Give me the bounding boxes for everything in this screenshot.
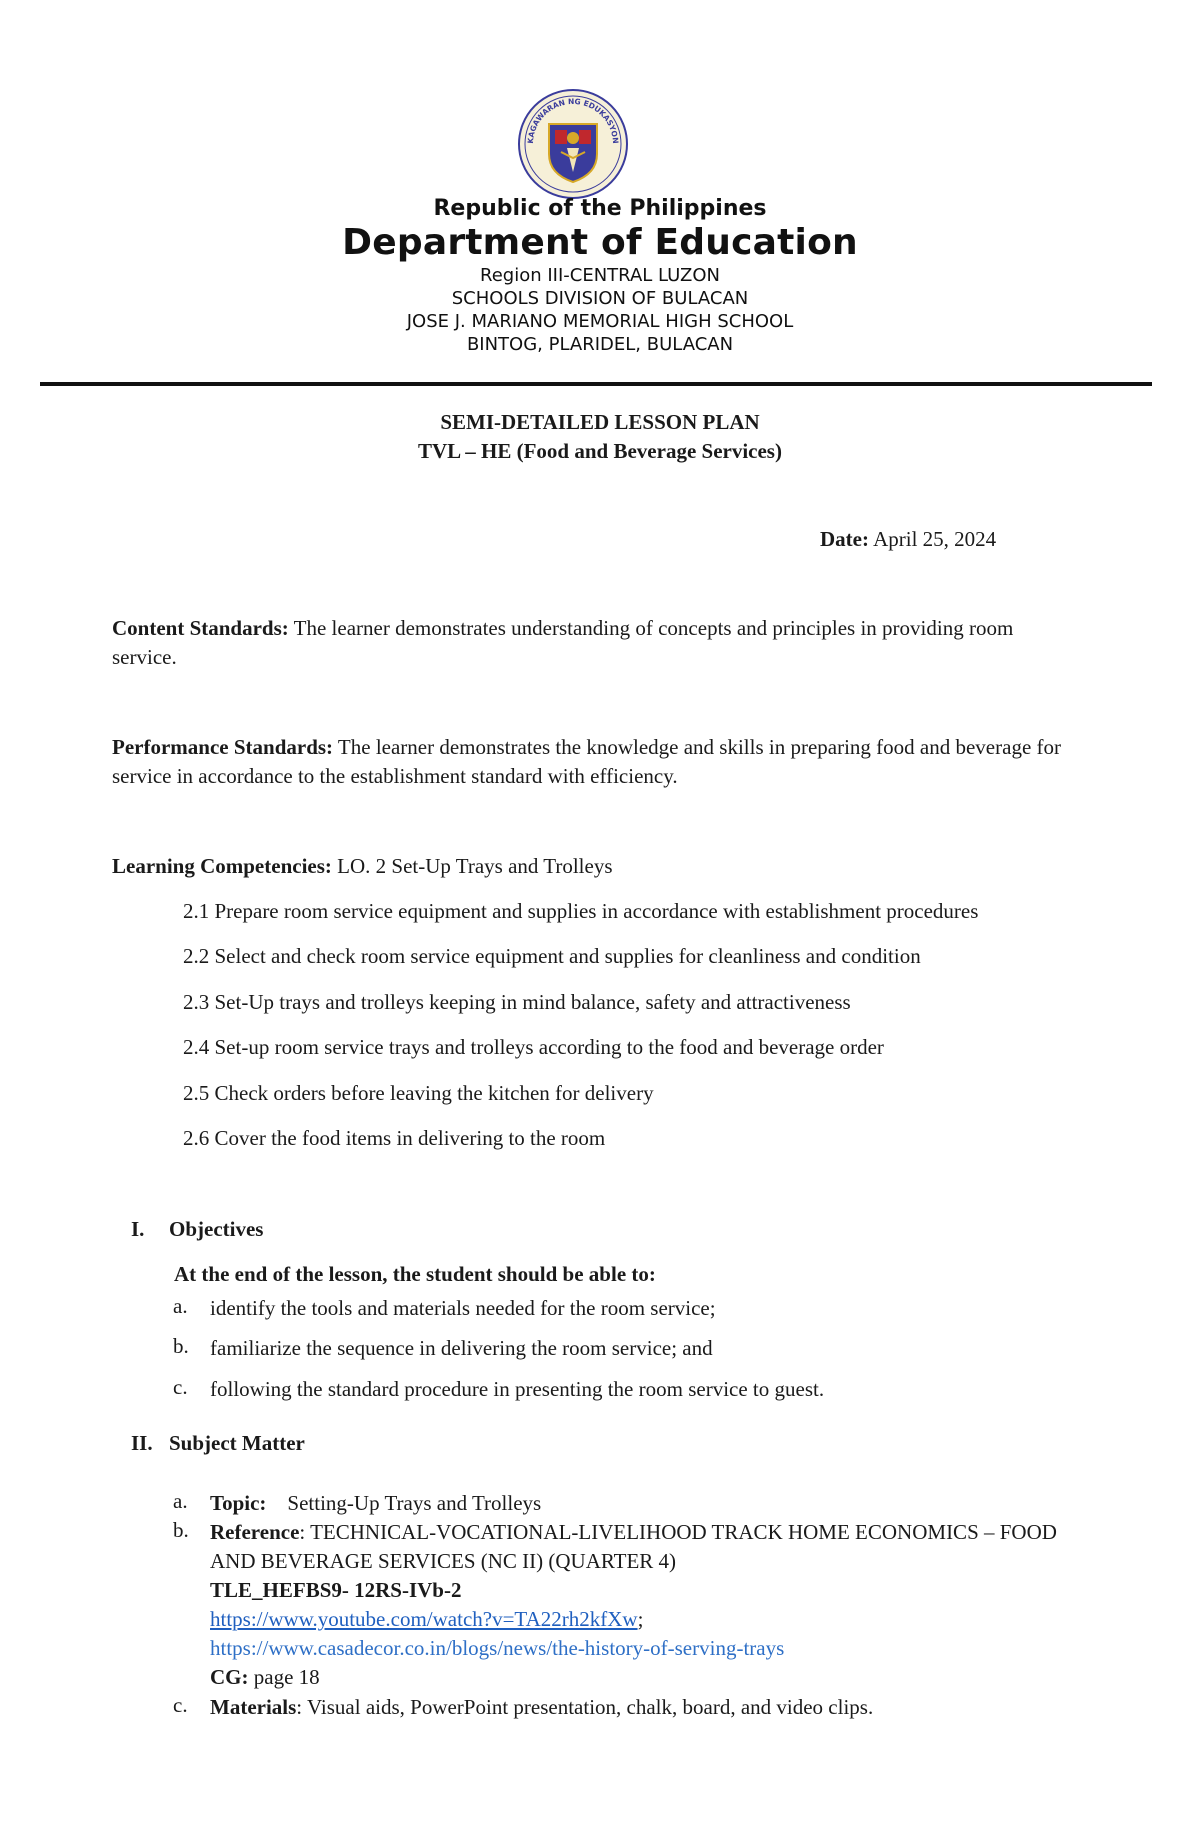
objectives-intro: At the end of the lesson, the student should be able to: (174, 1262, 656, 1286)
youtube-link[interactable]: https://www.youtube.com/watch?v=TA22rh2kfXw (210, 1607, 638, 1631)
subject-matter-number: II. (131, 1431, 153, 1455)
deped-seal-logo (517, 88, 629, 200)
casadecor-link[interactable]: https://www.casadecor.co.in/blogs/news/the-history-of-serving-trays (210, 1636, 785, 1660)
seal-text: KAGAWARAN NG EDUKASYON (525, 96, 621, 144)
cg-line (210, 1663, 1090, 1692)
materials-line (210, 1693, 1110, 1722)
reference-letter: b. (173, 1518, 189, 1542)
objective-item: identify the tools and materials needed for the room service; (210, 1296, 716, 1320)
learning-competencies-label: Learning Competencies: (112, 854, 332, 878)
reference-link2-line (210, 1634, 1090, 1663)
competency-item: 2.5 Check orders before leaving the kitchen for delivery (183, 1081, 654, 1105)
school-line: JOSE J. MARIANO MEMORIAL HIGH SCHOOL (406, 311, 794, 332)
topic-line (210, 1489, 1110, 1518)
cg-label: CG: (210, 1665, 249, 1689)
performance-standards-text: The learner demonstrates the knowledge and skills in preparing food and beverage for service in accordance to the establishment standard with efficiency. (112, 735, 1061, 788)
competency-item: 2.2 Select and check room service equipment and supplies for cleanliness and condition (183, 944, 921, 968)
objective-letter: a. (173, 1294, 188, 1318)
address-line: BINTOG, PLARIDEL, BULACAN (466, 334, 734, 355)
lesson-plan-title: SEMI-DETAILED LESSON PLAN (440, 410, 760, 434)
subject-matter-heading: Subject Matter (169, 1431, 305, 1455)
content-standards (112, 614, 1082, 672)
topic-letter: a. (173, 1489, 188, 1513)
competency-item: 2.3 Set-Up trays and trolleys keeping in mind balance, safety and attractiveness (183, 990, 851, 1014)
learning-competencies (112, 852, 1082, 881)
date-value: April 25, 2024 (873, 527, 997, 551)
cg-text: page 18 (253, 1665, 320, 1689)
performance-standards-label: Performance Standards: (112, 735, 334, 759)
objectives-heading: Objectives (169, 1217, 264, 1241)
date-label: Date: (820, 527, 869, 551)
region-line: Region III-CENTRAL LUZON (480, 265, 720, 286)
reference-label: Reference (210, 1520, 300, 1544)
reference-link1-line (210, 1605, 1090, 1634)
competency-item: 2.4 Set-up room service trays and trolleys according to the food and beverage order (183, 1035, 884, 1059)
reference-code (210, 1576, 1090, 1605)
competency-item: 2.6 Cover the food items in delivering to the room (183, 1126, 606, 1150)
competency-item: 2.1 Prepare room service equipment and supplies in accordance with establishment procedures (183, 899, 979, 923)
reference-link1-suffix: ; (637, 1607, 644, 1631)
materials-text: : Visual aids, PowerPoint presentation, chalk, board, and video clips. (296, 1695, 874, 1719)
performance-standards (112, 733, 1082, 791)
republic-heading: Republic of the Philippines (433, 196, 767, 221)
reference-code-text: TLE_HEFBS9- 12RS-IVb-2 (210, 1578, 462, 1602)
materials-label: Materials (210, 1695, 297, 1719)
division-line: SCHOOLS DIVISION OF BULACAN (451, 288, 749, 309)
objective-letter: c. (173, 1375, 188, 1399)
learning-competencies-text: LO. 2 Set-Up Trays and Trolleys (337, 854, 613, 878)
topic-label: Topic: (210, 1491, 267, 1515)
reference-block (210, 1518, 1090, 1692)
reference-text: : TECHNICAL-VOCATIONAL-LIVELIHOOD TRACK HOME ECONOMICS – FOOD AND BEVERAGE SERVICES (NC II) (QUARTER 4) (210, 1520, 1057, 1573)
content-standards-text: The learner demonstrates understanding of concepts and principles in providing room service. (112, 616, 1014, 669)
materials-letter: c. (173, 1693, 188, 1717)
objective-item: following the standard procedure in presenting the room service to guest. (210, 1377, 825, 1401)
objective-item: familiarize the sequence in delivering the room service; and (210, 1336, 713, 1360)
objectives-number: I. (131, 1217, 145, 1241)
date-line (820, 527, 996, 552)
department-heading: Department of Education (342, 222, 858, 263)
reference-line (210, 1518, 1090, 1576)
objective-letter: b. (173, 1334, 189, 1358)
lesson-plan-subtitle: TVL – HE (Food and Beverage Services) (418, 439, 782, 463)
header-divider (40, 382, 1152, 386)
topic-text: Setting-Up Trays and Trolleys (287, 1491, 542, 1515)
content-standards-label: Content Standards: (112, 616, 289, 640)
